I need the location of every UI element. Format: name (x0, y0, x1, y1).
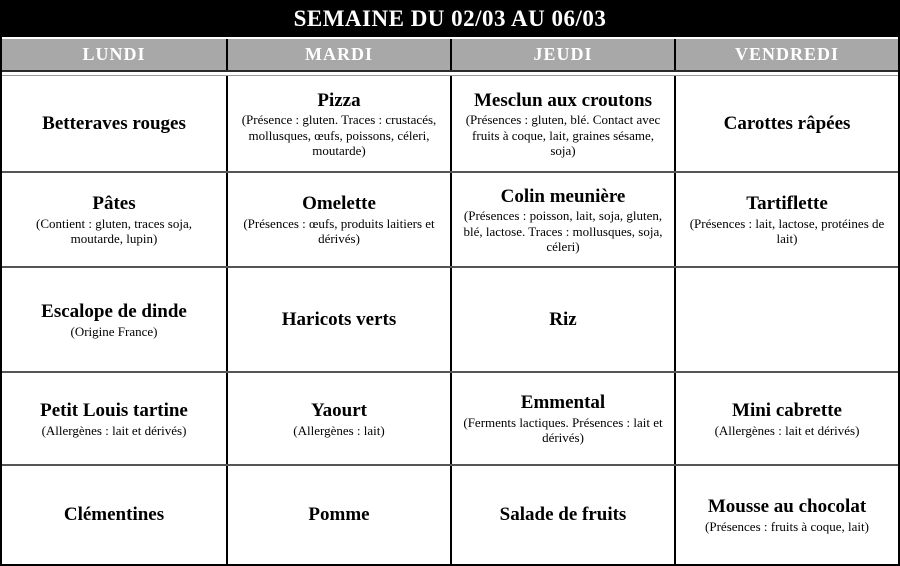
dish-allergens: (Présence : gluten. Traces : crustacés, mollusques, œufs, poissons, céleri, moutarde) (241, 112, 437, 159)
dish-name: Clémentines (63, 504, 165, 526)
menu-cell (226, 373, 450, 464)
dish-allergens: (Présences : fruits à coque, lait) (705, 519, 869, 535)
menu-cell-empty (674, 268, 898, 371)
menu-cell (450, 76, 674, 171)
dish-allergens: (Allergènes : lait et dérivés) (41, 422, 187, 438)
menu-cell (226, 173, 450, 266)
day-header-mardi: MARDI (226, 39, 450, 70)
dish-name: Emmental (520, 392, 606, 414)
dish-name: Pâtes (92, 193, 136, 215)
menu-row-dairy (2, 371, 898, 464)
dish-allergens: (Présences : lait, lactose, protéines de lait) (689, 216, 885, 247)
dish-allergens: (Présences : poisson, lait, soja, gluten, blé, lactose. Traces : mollusques, soja, céleri) (463, 208, 663, 255)
dish-allergens: (Présences : gluten, blé. Contact avec fruits à coque, lait, graines sésame, soja) (465, 112, 661, 159)
dish-name: Betteraves rouges (42, 112, 186, 134)
menu-cell (674, 76, 898, 171)
menu-cell (226, 466, 450, 564)
dish-allergens: (Contient : gluten, traces soja, moutarde, lupin) (36, 216, 192, 247)
menu-row-main (2, 171, 898, 266)
dish-allergens: (Présences : œufs, produits laitiers et dérivés) (243, 216, 435, 247)
dish-name: Carottes râpées (723, 112, 851, 134)
menu-cell (674, 466, 898, 564)
menu-week-title: SEMAINE DU 02/03 AU 06/03 (1, 1, 899, 37)
menu-cell (450, 173, 674, 266)
dish-name: Mini cabrette (732, 399, 842, 421)
dish-name: Riz (549, 308, 577, 330)
dish-name: Salade de fruits (499, 504, 627, 526)
day-header-vendredi: VENDREDI (674, 39, 898, 70)
menu-cell (226, 76, 450, 171)
dish-name: Tartiflette (746, 193, 828, 215)
day-header-row (2, 39, 898, 70)
menu-cell (2, 173, 226, 266)
menu-cell (2, 373, 226, 464)
menu-cell (450, 466, 674, 564)
menu-cell (2, 76, 226, 171)
dish-origin: (Origine France) (70, 323, 158, 339)
dish-name: Omelette (302, 193, 376, 215)
menu-row-starter (2, 76, 898, 171)
menu-row-side (2, 266, 898, 371)
dish-allergens: (Allergènes : lait et dérivés) (714, 422, 860, 438)
menu-cell (2, 466, 226, 564)
dish-name: Pizza (317, 89, 361, 111)
dish-name: Escalope de dinde (41, 300, 187, 322)
dish-name: Petit Louis tartine (40, 399, 188, 421)
dish-allergens: (Ferments lactiques. Présences : lait et dérivés) (463, 415, 663, 446)
dish-name: Haricots verts (281, 308, 397, 330)
menu-cell (2, 268, 226, 371)
dish-name: Mesclun aux croutons (473, 89, 653, 111)
menu-cell (450, 373, 674, 464)
menu-row-dessert (2, 464, 898, 564)
menu-cell (226, 268, 450, 371)
day-header-lundi: LUNDI (82, 44, 146, 64)
day-header-jeudi: JEUDI (450, 39, 674, 70)
menu-cell (674, 373, 898, 464)
dish-allergens: (Allergènes : lait) (293, 422, 385, 438)
dish-name: Mousse au chocolat (707, 496, 867, 518)
dish-name: Pomme (308, 504, 370, 526)
dish-name: Colin meunière (500, 185, 626, 207)
menu-cell (450, 268, 674, 371)
menu-cell (674, 173, 898, 266)
dish-name: Yaourt (311, 399, 367, 421)
